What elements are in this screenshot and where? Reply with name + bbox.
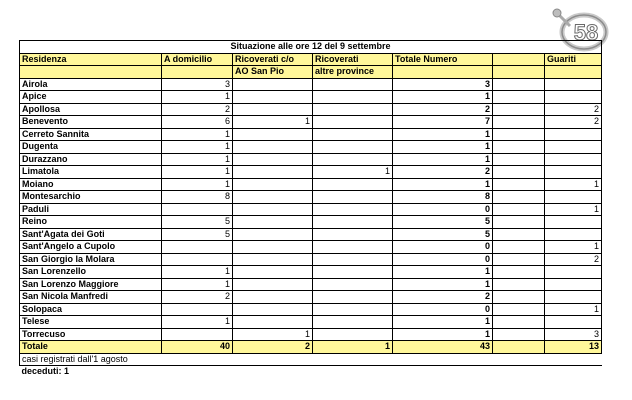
- municipality-cell: San Lorenzello: [20, 266, 162, 279]
- value-cell: 0: [393, 241, 493, 254]
- total-value: 43: [393, 341, 493, 354]
- municipality-cell: San Giorgio la Molara: [20, 253, 162, 266]
- column-subheader: [20, 66, 162, 79]
- value-cell: [545, 228, 602, 241]
- value-cell: [313, 328, 393, 341]
- table-row: [20, 253, 602, 266]
- municipality-cell: Moiano: [20, 178, 162, 191]
- value-cell: 1: [545, 303, 602, 316]
- value-cell: 0: [393, 203, 493, 216]
- value-cell: [233, 141, 313, 154]
- value-cell: [493, 291, 545, 304]
- value-cell: [493, 141, 545, 154]
- value-cell: 5: [162, 216, 233, 229]
- value-cell: [493, 166, 545, 179]
- value-cell: [313, 153, 393, 166]
- value-cell: [313, 253, 393, 266]
- municipality-cell: Solopaca: [20, 303, 162, 316]
- value-cell: [545, 291, 602, 304]
- municipality-cell: Reino: [20, 216, 162, 229]
- value-cell: [545, 166, 602, 179]
- value-cell: 8: [162, 191, 233, 204]
- value-cell: 1: [393, 278, 493, 291]
- value-cell: [493, 303, 545, 316]
- municipality-cell: Paduli: [20, 203, 162, 216]
- value-cell: 1: [162, 91, 233, 104]
- value-cell: [233, 153, 313, 166]
- value-cell: 2: [393, 166, 493, 179]
- value-cell: 3: [545, 328, 602, 341]
- cases-note: casi registrati dall'1 agosto: [20, 353, 602, 366]
- value-cell: [162, 203, 233, 216]
- column-header: Ricoverati c/o: [233, 53, 313, 66]
- column-header: A domicilio: [162, 53, 233, 66]
- value-cell: 1: [233, 328, 313, 341]
- covid-cases-table: [19, 40, 602, 378]
- municipality-cell: Airola: [20, 78, 162, 91]
- municipality-cell: Benevento: [20, 116, 162, 129]
- value-cell: 5: [162, 228, 233, 241]
- value-cell: [313, 103, 393, 116]
- value-cell: [313, 291, 393, 304]
- value-cell: [493, 78, 545, 91]
- value-cell: [545, 191, 602, 204]
- value-cell: [493, 91, 545, 104]
- title-row: [20, 41, 602, 54]
- value-cell: [313, 316, 393, 329]
- value-cell: [233, 203, 313, 216]
- value-cell: [545, 278, 602, 291]
- total-row: [20, 341, 602, 354]
- value-cell: 2: [545, 253, 602, 266]
- total-value: [493, 341, 545, 354]
- value-cell: [313, 266, 393, 279]
- value-cell: [313, 116, 393, 129]
- value-cell: [162, 241, 233, 254]
- table-row: [20, 116, 602, 129]
- value-cell: [233, 303, 313, 316]
- value-cell: [233, 91, 313, 104]
- table-row: [20, 328, 602, 341]
- table-row: [20, 166, 602, 179]
- note-row: [20, 353, 602, 366]
- value-cell: [545, 141, 602, 154]
- value-cell: [493, 103, 545, 116]
- municipality-cell: Apollosa: [20, 103, 162, 116]
- value-cell: 2: [393, 291, 493, 304]
- subheader-row: [20, 66, 602, 79]
- table-row: [20, 278, 602, 291]
- value-cell: 1: [393, 141, 493, 154]
- value-cell: 1: [162, 316, 233, 329]
- table-row: [20, 316, 602, 329]
- value-cell: [313, 303, 393, 316]
- value-cell: [493, 178, 545, 191]
- value-cell: [162, 328, 233, 341]
- value-cell: [545, 216, 602, 229]
- total-value: 13: [545, 341, 602, 354]
- value-cell: [313, 141, 393, 154]
- logo-number: 58: [573, 20, 599, 45]
- column-header: Residenza: [20, 53, 162, 66]
- value-cell: [233, 316, 313, 329]
- value-cell: [233, 241, 313, 254]
- value-cell: [493, 266, 545, 279]
- municipality-cell: Cerreto Sannita: [20, 128, 162, 141]
- table-row: [20, 128, 602, 141]
- municipality-cell: Apice: [20, 91, 162, 104]
- value-cell: [313, 216, 393, 229]
- column-subheader: [393, 66, 493, 79]
- table-row: [20, 241, 602, 254]
- value-cell: [233, 291, 313, 304]
- total-value: 1: [313, 341, 393, 354]
- table-row: [20, 203, 602, 216]
- value-cell: 1: [162, 166, 233, 179]
- municipality-cell: San Nicola Manfredi: [20, 291, 162, 304]
- value-cell: [545, 266, 602, 279]
- column-header: Guariti: [545, 53, 602, 66]
- value-cell: 2: [393, 103, 493, 116]
- value-cell: 1: [313, 166, 393, 179]
- table-row: [20, 216, 602, 229]
- value-cell: [493, 153, 545, 166]
- table-row: [20, 153, 602, 166]
- value-cell: [313, 91, 393, 104]
- value-cell: [493, 128, 545, 141]
- table-row: [20, 266, 602, 279]
- value-cell: 5: [393, 216, 493, 229]
- column-subheader: altre province: [313, 66, 393, 79]
- value-cell: [313, 128, 393, 141]
- table-row: [20, 228, 602, 241]
- value-cell: 1: [545, 178, 602, 191]
- table-row: [20, 291, 602, 304]
- value-cell: 7: [393, 116, 493, 129]
- value-cell: [313, 191, 393, 204]
- value-cell: [162, 253, 233, 266]
- value-cell: [545, 128, 602, 141]
- table-row: [20, 178, 602, 191]
- value-cell: [233, 216, 313, 229]
- value-cell: [162, 303, 233, 316]
- header-row: [20, 53, 602, 66]
- value-cell: [233, 78, 313, 91]
- value-cell: 2: [162, 103, 233, 116]
- total-label: Totale: [20, 341, 162, 354]
- value-cell: 1: [162, 278, 233, 291]
- table-row: [20, 303, 602, 316]
- value-cell: [313, 78, 393, 91]
- table-row: [20, 191, 602, 204]
- value-cell: 1: [162, 178, 233, 191]
- total-value: 40: [162, 341, 233, 354]
- value-cell: [233, 228, 313, 241]
- value-cell: [493, 116, 545, 129]
- value-cell: [545, 78, 602, 91]
- value-cell: [493, 316, 545, 329]
- value-cell: 2: [545, 103, 602, 116]
- municipality-cell: Durazzano: [20, 153, 162, 166]
- column-header: Totale Numero: [393, 53, 493, 66]
- value-cell: [313, 241, 393, 254]
- municipality-cell: Sant'Agata dei Goti: [20, 228, 162, 241]
- value-cell: 1: [162, 266, 233, 279]
- deaths-row: [20, 366, 602, 378]
- value-cell: [493, 203, 545, 216]
- value-cell: 3: [393, 78, 493, 91]
- value-cell: 1: [162, 128, 233, 141]
- value-cell: 1: [162, 153, 233, 166]
- value-cell: [493, 278, 545, 291]
- value-cell: 6: [162, 116, 233, 129]
- value-cell: [545, 91, 602, 104]
- value-cell: [233, 128, 313, 141]
- value-cell: 1: [393, 91, 493, 104]
- value-cell: [493, 216, 545, 229]
- value-cell: 1: [393, 328, 493, 341]
- value-cell: [545, 316, 602, 329]
- value-cell: 1: [393, 316, 493, 329]
- value-cell: [233, 191, 313, 204]
- value-cell: 1: [545, 203, 602, 216]
- value-cell: 0: [393, 253, 493, 266]
- value-cell: [233, 266, 313, 279]
- value-cell: [545, 153, 602, 166]
- value-cell: [493, 241, 545, 254]
- value-cell: [493, 228, 545, 241]
- value-cell: 1: [393, 266, 493, 279]
- value-cell: [233, 166, 313, 179]
- value-cell: [233, 253, 313, 266]
- total-value: 2: [233, 341, 313, 354]
- value-cell: 2: [162, 291, 233, 304]
- value-cell: [313, 178, 393, 191]
- column-subheader: [493, 66, 545, 79]
- municipality-cell: Torrecuso: [20, 328, 162, 341]
- value-cell: 0: [393, 303, 493, 316]
- municipality-cell: Dugenta: [20, 141, 162, 154]
- deaths-note: deceduti: 1: [21, 366, 70, 377]
- table-row: [20, 91, 602, 104]
- value-cell: [493, 191, 545, 204]
- table-row: [20, 103, 602, 116]
- value-cell: [493, 253, 545, 266]
- value-cell: 1: [393, 128, 493, 141]
- value-cell: 3: [162, 78, 233, 91]
- municipality-cell: Limatola: [20, 166, 162, 179]
- value-cell: [313, 278, 393, 291]
- value-cell: [493, 328, 545, 341]
- column-header: [493, 53, 545, 66]
- column-subheader: [545, 66, 602, 79]
- value-cell: [233, 178, 313, 191]
- value-cell: 1: [545, 241, 602, 254]
- value-cell: 5: [393, 228, 493, 241]
- value-cell: 1: [393, 153, 493, 166]
- value-cell: 1: [393, 178, 493, 191]
- municipality-cell: San Lorenzo Maggiore: [20, 278, 162, 291]
- value-cell: 2: [545, 116, 602, 129]
- value-cell: [313, 228, 393, 241]
- municipality-cell: Sant'Angelo a Cupolo: [20, 241, 162, 254]
- column-subheader: [162, 66, 233, 79]
- value-cell: [233, 278, 313, 291]
- column-header: Ricoverati: [313, 53, 393, 66]
- municipality-cell: Telese: [20, 316, 162, 329]
- municipality-cell: Montesarchio: [20, 191, 162, 204]
- value-cell: 1: [162, 141, 233, 154]
- column-subheader: AO San Pio: [233, 66, 313, 79]
- value-cell: [233, 103, 313, 116]
- table-row: [20, 78, 602, 91]
- table-row: [20, 141, 602, 154]
- value-cell: 1: [233, 116, 313, 129]
- table-title: Situazione alle ore 12 del 9 settembre: [20, 41, 602, 54]
- value-cell: [313, 203, 393, 216]
- value-cell: 8: [393, 191, 493, 204]
